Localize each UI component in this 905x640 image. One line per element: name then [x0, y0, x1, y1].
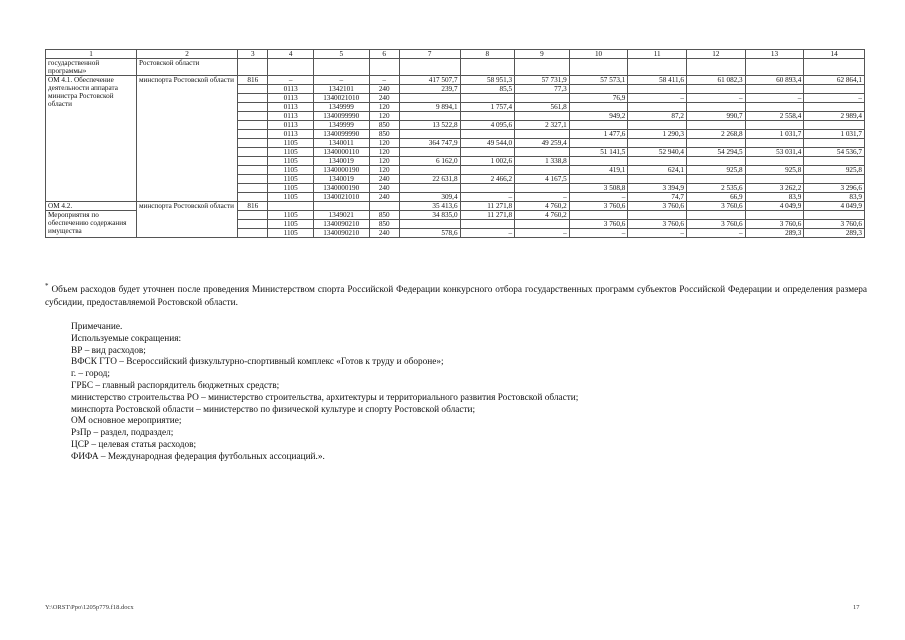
total-value-cell: 4 049,9 [804, 202, 865, 211]
value-cell: 1 338,8 [515, 157, 570, 166]
activity-name-cell: ОМ 4.2. [46, 202, 137, 211]
csr-cell: – [313, 76, 369, 85]
value-cell [804, 175, 865, 184]
vr-cell: 120 [369, 112, 399, 121]
value-cell: 6 162,0 [399, 157, 460, 166]
value-cell: 2 558,4 [745, 112, 804, 121]
column-number-cell: 10 [569, 50, 628, 59]
rzpr-cell: 0113 [268, 85, 314, 94]
value-cell [804, 157, 865, 166]
csr-cell: 1342101 [313, 85, 369, 94]
value-cell: 990,7 [687, 112, 746, 121]
total-value-cell: 3 760,6 [687, 202, 746, 211]
value-cell [687, 157, 746, 166]
empty-cell [238, 166, 268, 175]
note-line: ВР – вид расходов; [71, 345, 146, 356]
column-number-cell: 11 [628, 50, 687, 59]
value-cell: 34 835,0 [399, 211, 460, 220]
note-line: Используемые сокращения: [71, 333, 182, 344]
value-cell [745, 121, 804, 130]
note-line: ЦСР – целевая статья расходов; [71, 439, 197, 450]
vr-cell: 120 [369, 139, 399, 148]
value-cell: 3 508,8 [569, 184, 628, 193]
value-cell: – [515, 193, 570, 202]
rzpr-cell: 1105 [268, 139, 314, 148]
value-cell [628, 85, 687, 94]
value-cell: 624,1 [628, 166, 687, 175]
empty-cell [238, 139, 268, 148]
value-cell: 925,8 [745, 166, 804, 175]
value-cell [569, 157, 628, 166]
value-cell: 53 031,4 [745, 148, 804, 157]
value-cell [745, 85, 804, 94]
table-row [46, 76, 865, 85]
value-cell: 4 167,5 [515, 175, 570, 184]
column-number-cell: 6 [369, 50, 399, 59]
value-cell [628, 211, 687, 220]
column-number-cell: 7 [399, 50, 460, 59]
column-number-cell: 9 [515, 50, 570, 59]
note-line: министерство строительства РО – министерство строительства, архитектуры и территориального развития Ростовской области; [71, 392, 579, 403]
rzpr-cell: 1105 [268, 184, 314, 193]
value-cell [687, 85, 746, 94]
value-cell [569, 121, 628, 130]
value-cell [460, 94, 515, 103]
value-cell: 74,7 [628, 193, 687, 202]
vr-cell: 240 [369, 193, 399, 202]
csr-cell: 1340090210 [313, 220, 369, 229]
value-cell [399, 130, 460, 139]
note-line: ОМ основное мероприятие; [71, 416, 182, 427]
empty-cell [238, 175, 268, 184]
value-cell: 949,2 [569, 112, 628, 121]
rzpr-cell: 1105 [268, 148, 314, 157]
page-number: 17 [853, 604, 860, 611]
rzpr-cell: 1105 [268, 175, 314, 184]
value-cell [745, 139, 804, 148]
value-cell: 1 757,4 [460, 103, 515, 112]
csr-cell: 1340000190 [313, 166, 369, 175]
column-number-cell: 13 [745, 50, 804, 59]
value-cell: – [628, 94, 687, 103]
value-cell: 3 262,2 [745, 184, 804, 193]
value-cell: 3 296,6 [804, 184, 865, 193]
vr-cell: 240 [369, 175, 399, 184]
rzpr-cell: – [268, 76, 314, 85]
value-cell [569, 211, 628, 220]
value-cell [628, 157, 687, 166]
value-cell: – [804, 94, 865, 103]
column-number-cell: 4 [268, 50, 314, 59]
value-cell [804, 85, 865, 94]
value-cell [687, 103, 746, 112]
total-value-cell: 62 864,1 [804, 76, 865, 85]
csr-cell: 1340000190 [313, 184, 369, 193]
empty-cell [238, 130, 268, 139]
value-cell [569, 85, 628, 94]
value-cell: 925,8 [687, 166, 746, 175]
value-cell: 54 294,5 [687, 148, 746, 157]
total-value-cell: 61 082,3 [687, 76, 746, 85]
value-cell: 3 760,6 [804, 220, 865, 229]
csr-cell: 1340099990 [313, 130, 369, 139]
note-line: Примечание. [71, 322, 123, 332]
value-cell: 1 002,6 [460, 157, 515, 166]
value-cell: – [569, 229, 628, 238]
empty-cell [238, 112, 268, 121]
value-cell [745, 175, 804, 184]
vr-cell: 240 [369, 184, 399, 193]
csr-cell: 1340011 [313, 139, 369, 148]
column-number-cell: 2 [137, 50, 238, 59]
value-cell: 4 095,6 [460, 121, 515, 130]
value-cell [460, 130, 515, 139]
column-number-cell: 3 [238, 50, 268, 59]
value-cell [399, 166, 460, 175]
total-value-cell: 35 413,6 [399, 202, 460, 211]
rzpr-cell: 0113 [268, 112, 314, 121]
value-cell: 52 940,4 [628, 148, 687, 157]
empty-cell [238, 94, 268, 103]
vr-cell: 850 [369, 211, 399, 220]
value-cell: – [569, 193, 628, 202]
value-cell [745, 211, 804, 220]
value-cell [804, 139, 865, 148]
csr-cell: 1340090210 [313, 229, 369, 238]
value-cell: 1 031,7 [745, 130, 804, 139]
value-cell: 3 760,6 [628, 220, 687, 229]
total-value-cell: 60 893,4 [745, 76, 804, 85]
value-cell [569, 139, 628, 148]
total-value-cell: 11 271,8 [460, 202, 515, 211]
activity-description-cell: Мероприятия по обеспечению содержания имущества [46, 211, 137, 238]
value-cell: 2 268,8 [687, 130, 746, 139]
grbs-code-cell: 816 [238, 202, 268, 211]
rzpr-cell: 0113 [268, 121, 314, 130]
value-cell [804, 211, 865, 220]
value-cell: 49 544,0 [460, 139, 515, 148]
value-cell: 3 394,9 [628, 184, 687, 193]
total-value-cell: 4 760,2 [515, 202, 570, 211]
rzpr-cell: 1105 [268, 157, 314, 166]
rzpr-cell: 0113 [268, 103, 314, 112]
value-cell: 309,4 [399, 193, 460, 202]
value-cell: 4 760,2 [515, 211, 570, 220]
value-cell [515, 148, 570, 157]
value-cell [515, 184, 570, 193]
empty-cell [238, 193, 268, 202]
value-cell: 2 989,4 [804, 112, 865, 121]
csr-cell: 1340021010 [313, 94, 369, 103]
csr-cell: 1349021 [313, 211, 369, 220]
total-value-cell: 3 760,6 [569, 202, 628, 211]
vr-cell: 240 [369, 229, 399, 238]
empty-cell [238, 85, 268, 94]
footnote-text: Объем расходов будет уточнен после проведения Министерством спорта Российской Федерации конкурсного отбора государственных программ субъектов Российской Федерации и определения размера субсидии, предоставляемой Ростовской области. [45, 285, 867, 308]
value-cell [460, 184, 515, 193]
value-cell [515, 220, 570, 229]
om42-section [46, 202, 865, 238]
value-cell: 925,8 [804, 166, 865, 175]
rzpr-cell [268, 202, 314, 211]
value-cell: 289,3 [804, 229, 865, 238]
empty-cell [238, 220, 268, 229]
value-cell [569, 103, 628, 112]
column-number-cell: 8 [460, 50, 515, 59]
value-cell [460, 148, 515, 157]
vr-cell [369, 202, 399, 211]
value-cell: 11 271,8 [460, 211, 515, 220]
value-cell [687, 139, 746, 148]
value-cell [569, 175, 628, 184]
vr-cell: 120 [369, 148, 399, 157]
value-cell [515, 94, 570, 103]
total-value-cell: 57 731,9 [515, 76, 570, 85]
rzpr-cell: 0113 [268, 94, 314, 103]
value-cell: 2 327,1 [515, 121, 570, 130]
value-cell: 419,1 [569, 166, 628, 175]
vr-cell: 850 [369, 121, 399, 130]
value-cell: – [687, 229, 746, 238]
vr-cell: 120 [369, 166, 399, 175]
value-cell [687, 175, 746, 184]
value-cell: 578,6 [399, 229, 460, 238]
value-cell: – [460, 193, 515, 202]
notes-block [71, 322, 578, 464]
value-cell [515, 166, 570, 175]
footer-file-path: Y:\ORST\Ppo\1205p779.f18.docx [45, 604, 134, 611]
value-cell: 22 631,8 [399, 175, 460, 184]
value-cell: 1 031,7 [804, 130, 865, 139]
value-cell: 2 466,2 [460, 175, 515, 184]
footnote-mark: * [45, 282, 49, 290]
rzpr-cell: 1105 [268, 193, 314, 202]
value-cell [515, 130, 570, 139]
note-line: РзПр – раздел, подраздел; [71, 428, 174, 439]
value-cell [460, 220, 515, 229]
value-cell: 289,3 [745, 229, 804, 238]
value-cell [399, 112, 460, 121]
value-cell: 51 141,5 [569, 148, 628, 157]
value-cell: 85,5 [460, 85, 515, 94]
total-value-cell: 417 507,7 [399, 76, 460, 85]
value-cell: 561,8 [515, 103, 570, 112]
total-value-cell: 58 411,6 [628, 76, 687, 85]
value-cell: – [515, 229, 570, 238]
value-cell: 76,9 [569, 94, 628, 103]
column-number-cell: 1 [46, 50, 137, 59]
column-number-cell: 5 [313, 50, 369, 59]
value-cell [687, 121, 746, 130]
value-cell [804, 121, 865, 130]
value-cell [745, 103, 804, 112]
value-cell: 3 760,6 [745, 220, 804, 229]
value-cell: 364 747,9 [399, 139, 460, 148]
empty-cell [238, 103, 268, 112]
total-value-cell: 58 951,3 [460, 76, 515, 85]
footnote [45, 280, 867, 309]
value-cell: 54 536,7 [804, 148, 865, 157]
note-line: ГРБС – главный распорядитель бюджетных средств; [71, 380, 280, 391]
note-line: ВФСК ГТО – Всероссийский физкультурно-спортивный комплекс «Готов к труду и обороне»; [71, 357, 444, 368]
grbs-cell: Ростовской области [137, 59, 238, 76]
value-cell [460, 166, 515, 175]
csr-cell: 1340021010 [313, 193, 369, 202]
program-cell: государственной программы» [46, 59, 137, 76]
vr-cell: 850 [369, 130, 399, 139]
empty-cell [238, 121, 268, 130]
rzpr-cell: 1105 [268, 220, 314, 229]
vr-cell: 240 [369, 94, 399, 103]
value-cell [515, 112, 570, 121]
value-cell: 9 894,1 [399, 103, 460, 112]
vr-cell: 240 [369, 85, 399, 94]
rzpr-cell: 1105 [268, 229, 314, 238]
grbs-cell: минспорта Ростовской области [137, 202, 238, 238]
value-cell: 1 290,3 [628, 130, 687, 139]
value-cell: 83,9 [745, 193, 804, 202]
csr-cell [313, 202, 369, 211]
value-cell: 3 760,6 [569, 220, 628, 229]
value-cell: – [460, 229, 515, 238]
empty-cell [238, 157, 268, 166]
total-value-cell: 3 760,6 [628, 202, 687, 211]
value-cell: 2 535,6 [687, 184, 746, 193]
total-value-cell: 57 573,1 [569, 76, 628, 85]
empty-cell [238, 211, 268, 220]
value-cell [687, 211, 746, 220]
value-cell [745, 157, 804, 166]
rzpr-cell: 1105 [268, 166, 314, 175]
vr-cell: 120 [369, 103, 399, 112]
value-cell: 87,2 [628, 112, 687, 121]
value-cell [399, 184, 460, 193]
vr-cell: – [369, 76, 399, 85]
value-cell: 3 760,6 [687, 220, 746, 229]
csr-cell: 1340019 [313, 175, 369, 184]
value-cell: 83,9 [804, 193, 865, 202]
note-line: минспорта Ростовской области – министерство по физической культуре и спорту Ростовской области; [71, 404, 476, 415]
value-cell [628, 121, 687, 130]
csr-cell: 1340019 [313, 157, 369, 166]
value-cell: – [745, 94, 804, 103]
value-cell: – [628, 229, 687, 238]
total-value-cell: 4 049,9 [745, 202, 804, 211]
empty-cell [238, 148, 268, 157]
table-row [46, 202, 865, 211]
rzpr-cell: 0113 [268, 130, 314, 139]
csr-cell: 1340099990 [313, 112, 369, 121]
value-cell: 13 522,8 [399, 121, 460, 130]
value-cell: – [687, 94, 746, 103]
csr-cell: 1340000110 [313, 148, 369, 157]
vr-cell: 120 [369, 157, 399, 166]
value-cell: 1 477,6 [569, 130, 628, 139]
value-cell: 66,9 [687, 193, 746, 202]
value-cell [804, 103, 865, 112]
vr-cell: 850 [369, 220, 399, 229]
value-cell: 49 259,4 [515, 139, 570, 148]
value-cell [399, 94, 460, 103]
column-number-cell: 14 [804, 50, 865, 59]
column-number-cell: 12 [687, 50, 746, 59]
value-cell [399, 148, 460, 157]
note-line: ФИФА – Международная федерация футбольных ассоциаций.». [71, 451, 325, 462]
grbs-cell: минспорта Ростовской области [137, 76, 238, 202]
rzpr-cell: 1105 [268, 211, 314, 220]
csr-cell: 1349999 [313, 121, 369, 130]
empty-cell [238, 184, 268, 193]
empty-cell [238, 229, 268, 238]
value-cell [460, 112, 515, 121]
value-cell [399, 220, 460, 229]
table-row [46, 59, 865, 76]
grbs-code-cell: 816 [238, 76, 268, 85]
csr-cell: 1349999 [313, 103, 369, 112]
om41-section [46, 76, 865, 202]
value-cell: 77,3 [515, 85, 570, 94]
value-cell [628, 103, 687, 112]
table-header-row [46, 50, 865, 59]
value-cell [628, 139, 687, 148]
budget-table [45, 49, 865, 238]
value-cell [628, 175, 687, 184]
value-cell: 239,7 [399, 85, 460, 94]
note-line: г. – город; [71, 369, 110, 380]
activity-name-cell: ОМ 4.1. Обеспечение деятельности аппарата министра Ростовской области [46, 76, 137, 202]
